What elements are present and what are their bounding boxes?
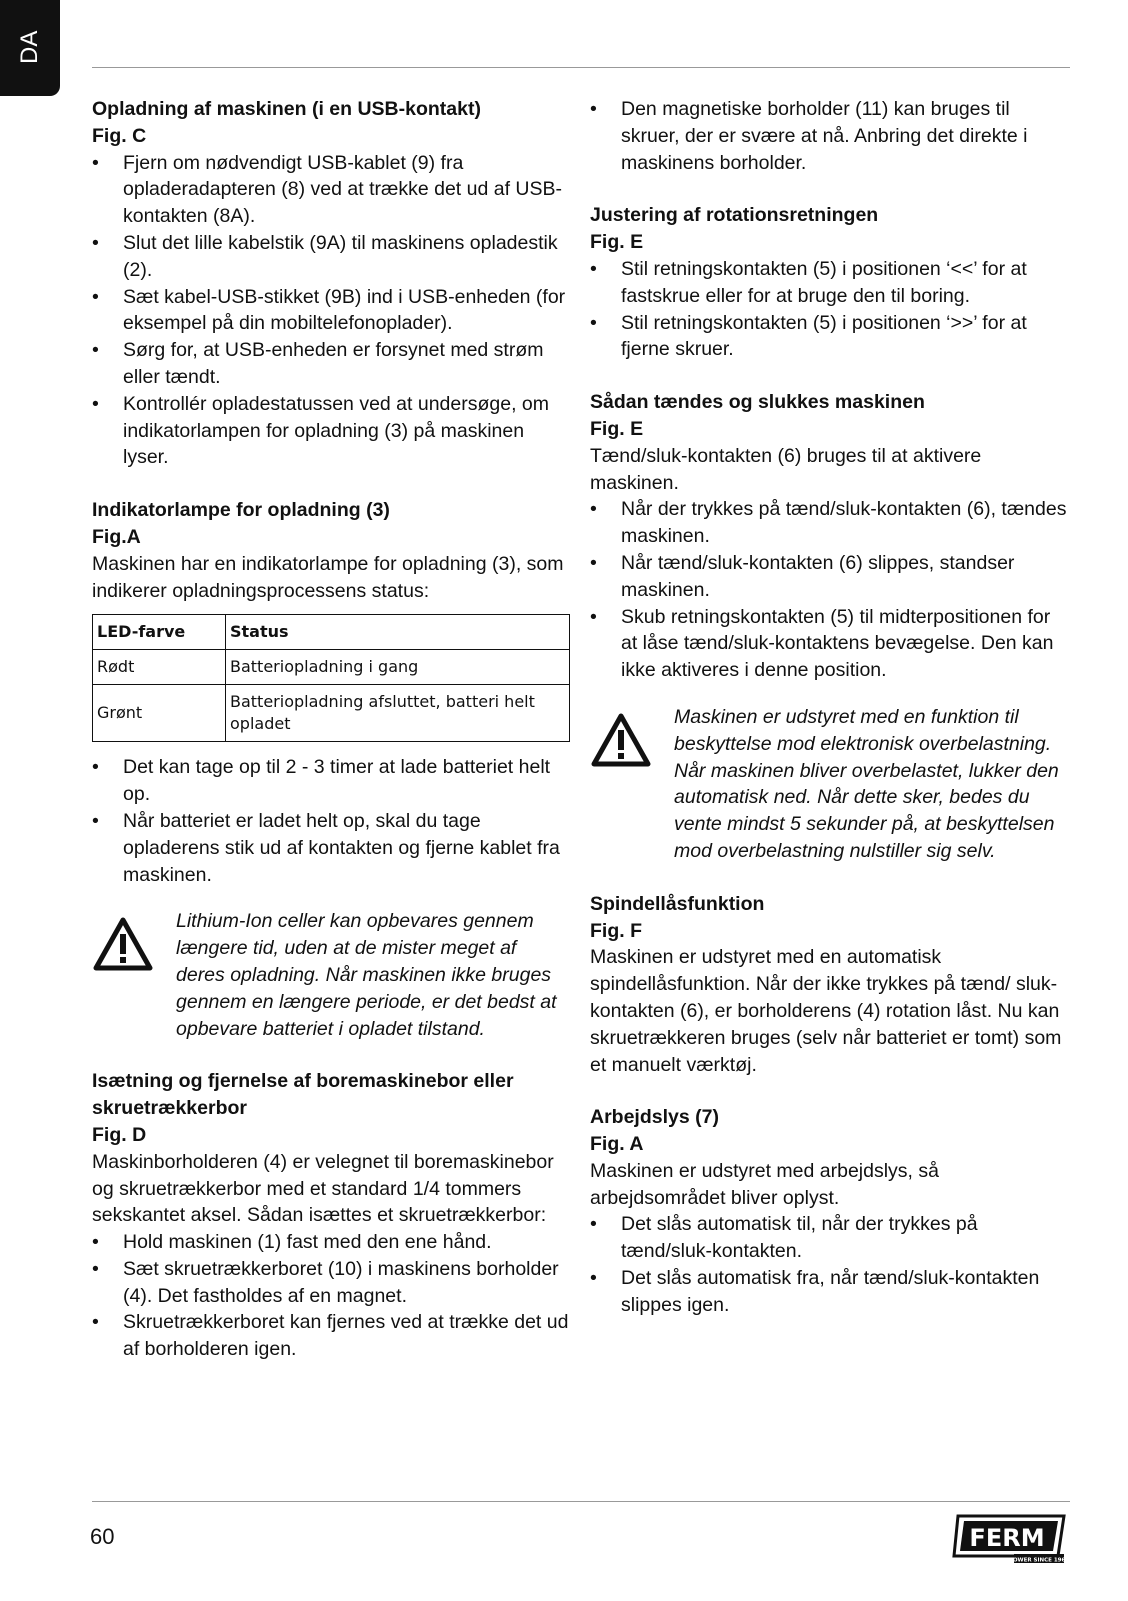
section-title: Justering af rotationsretningen bbox=[590, 204, 879, 227]
left-column bbox=[92, 96, 570, 1363]
list-item: • Det kan tage op til 2 - 3 timer at lade batteriet helt op. bbox=[92, 754, 570, 808]
paragraph: Maskinen er udstyret med arbejdslys, så arbejdsområdet bliver oplyst. bbox=[590, 1159, 939, 1209]
list-item: • Skub retningskontakten (5) til midterpositionen for at låse tænd/sluk-kontaktens bevægelse. Den kan ikke aktiveres i denne position. bbox=[590, 604, 1068, 684]
page-number: 60 bbox=[90, 1524, 115, 1549]
section-title: Arbejdslys (7) bbox=[590, 1106, 719, 1129]
list-item: • Det slås automatisk fra, når tænd/sluk-kontakten slippes igen. bbox=[590, 1265, 1068, 1319]
language-code: DA bbox=[16, 30, 43, 64]
section-work-light bbox=[590, 1104, 1068, 1318]
paragraph: Maskinen har en indikatorlampe for opladning (3), som indikerer opladningsprocessens status: bbox=[92, 552, 564, 602]
list-item: • Fjern om nødvendigt USB-kablet (9) fra opladeradapteren (8) ved at trække det ud af USB-kontakten (8A). bbox=[92, 150, 570, 230]
table-cell: Grønt bbox=[93, 685, 226, 742]
paragraph: Tænd/sluk-kontakten (6) bruges til at aktivere maskinen. bbox=[590, 444, 982, 494]
paragraph: Maskinen er udstyret med en automatisk spindellåsfunktion. Når der ikke trykkes på tænd/ sluk-kontakten (6), er borholderens (4) rotation låst. Nu kan skruetrækkeren bruges (selv når batteriet er tomt) som et manuelt værktøj. bbox=[590, 946, 1062, 1076]
list-item: • Stil retningskontakten (5) i positionen ‘<<’ for at fastskrue eller for at bruge den til boring. bbox=[590, 256, 1068, 310]
section-title: Opladning af maskinen (i en USB-kontakt) bbox=[92, 98, 481, 120]
bullet-list bbox=[92, 1229, 570, 1363]
list-item: • Når batteriet er ladet helt op, skal du tage opladerens stik ud af kontakten og fjerne kablet fra maskinen. bbox=[92, 808, 570, 888]
section-usb-charging bbox=[92, 96, 570, 471]
section-charge-indicator bbox=[92, 497, 570, 1042]
list-item: • Sæt kabel-USB-stikket (9B) ind i USB-enheden (for eksempel på din mobiltelefonoplader). bbox=[92, 284, 570, 338]
section-insert-bits bbox=[92, 1068, 570, 1363]
top-divider bbox=[92, 67, 1070, 68]
bullet-list bbox=[92, 150, 570, 472]
bullet-list bbox=[590, 256, 1068, 363]
warning-note bbox=[590, 704, 1068, 865]
list-item: • Kontrollér opladestatussen ved at undersøge, om indikatorlampen for opladning (3) på maskinen lyser. bbox=[92, 391, 570, 471]
table-cell: Rødt bbox=[93, 650, 226, 685]
section-spindle-lock bbox=[590, 891, 1068, 1079]
table-header-cell: Status bbox=[226, 615, 570, 650]
ferm-logo bbox=[952, 1512, 1070, 1564]
bullet-list bbox=[92, 754, 570, 888]
list-item: • Når tænd/sluk-kontakten (6) slippes, standser maskinen. bbox=[590, 550, 1068, 604]
warning-text: Maskinen er udstyret med en funktion til beskyttelse mod elektronisk overbelastning. Når maskinen bliver overbelastet, lukker den automatisk ned. Når dette sker, bedes du vente mindst 5 sekunder på, at beskyttelsen mod overbelastning nulstiller sig selv. bbox=[674, 705, 1059, 862]
figure-ref: Fig. F bbox=[590, 919, 642, 942]
figure-ref: Fig.A bbox=[92, 525, 141, 548]
list-item: • Sørg for, at USB-enheden er forsynet med strøm eller tændt. bbox=[92, 337, 570, 391]
right-column bbox=[590, 96, 1068, 1319]
table-row bbox=[93, 685, 570, 742]
bullet-list bbox=[590, 496, 1068, 684]
section-title: Indikatorlampe for opladning (3) bbox=[92, 499, 390, 522]
list-item: • Stil retningskontakten (5) i positionen ‘>>’ for at fjerne skruer. bbox=[590, 310, 1068, 364]
section-on-off bbox=[590, 389, 1068, 865]
language-tab bbox=[0, 0, 60, 96]
figure-ref: Fig. A bbox=[590, 1133, 644, 1156]
bullet-list bbox=[590, 96, 1068, 176]
list-item: • Når der trykkes på tænd/sluk-kontakten (6), tændes maskinen. bbox=[590, 496, 1068, 550]
bullet-list bbox=[590, 1211, 1068, 1318]
warning-text: Lithium-Ion celler kan opbevares gennem længere tid, uden at de mister meget af deres opladning. Når maskinen ikke bruges gennem en længere periode, er det bedst at opbevare batteriet i opladet tilstand. bbox=[176, 910, 557, 1040]
figure-ref: Fig. C bbox=[92, 124, 147, 147]
table-header-row bbox=[93, 615, 570, 650]
table-cell: Batteriopladning afsluttet, batteri helt opladet bbox=[226, 685, 570, 742]
warning-note bbox=[92, 908, 570, 1042]
svg-text:FERM: FERM bbox=[969, 1524, 1045, 1552]
svg-text:POWER SINCE 1965: POWER SINCE 1965 bbox=[1008, 1557, 1070, 1564]
list-item: • Den magnetiske borholder (11) kan bruges til skruer, der er svære at nå. Anbring det direkte i maskinens borholder. bbox=[590, 96, 1068, 176]
warning-triangle-icon bbox=[590, 704, 674, 865]
led-status-table bbox=[92, 614, 570, 742]
section-title: Sådan tændes og slukkes maskinen bbox=[590, 391, 925, 414]
section-title: Spindellåsfunktion bbox=[590, 892, 765, 915]
table-row bbox=[93, 650, 570, 685]
figure-ref: Fig. E bbox=[590, 231, 644, 254]
section-title: Isætning og fjernelse af boremaskinebor eller skruetrækkerbor bbox=[92, 1070, 514, 1120]
list-item: • Hold maskinen (1) fast med den ene hånd. bbox=[92, 1229, 570, 1256]
list-item: • Det slås automatisk til, når der trykkes på tænd/sluk-kontakten. bbox=[590, 1211, 1068, 1265]
bottom-divider bbox=[92, 1501, 1070, 1502]
table-header-cell: LED-farve bbox=[93, 615, 226, 650]
paragraph: Maskinborholderen (4) er velegnet til boremaskinebor og skruetrækkerbor med et standard 1/4 tommers sekskantet aksel. Sådan isættes et skruetrækkerbor: bbox=[92, 1150, 554, 1227]
list-item: • Slut det lille kabelstik (9A) til maskinens opladestik (2). bbox=[92, 230, 570, 284]
figure-ref: Fig. D bbox=[92, 1123, 147, 1146]
figure-ref: Fig. E bbox=[590, 417, 644, 440]
table-cell: Batteriopladning i gang bbox=[226, 650, 570, 685]
list-item: • Skruetrækkerboret kan fjernes ved at trække det ud af borholderen igen. bbox=[92, 1309, 570, 1363]
list-item: • Sæt skruetrækkerboret (10) i maskinens borholder (4). Det fastholdes af en magnet. bbox=[92, 1256, 570, 1310]
section-rotation-direction bbox=[590, 202, 1068, 363]
warning-triangle-icon bbox=[92, 908, 176, 1042]
